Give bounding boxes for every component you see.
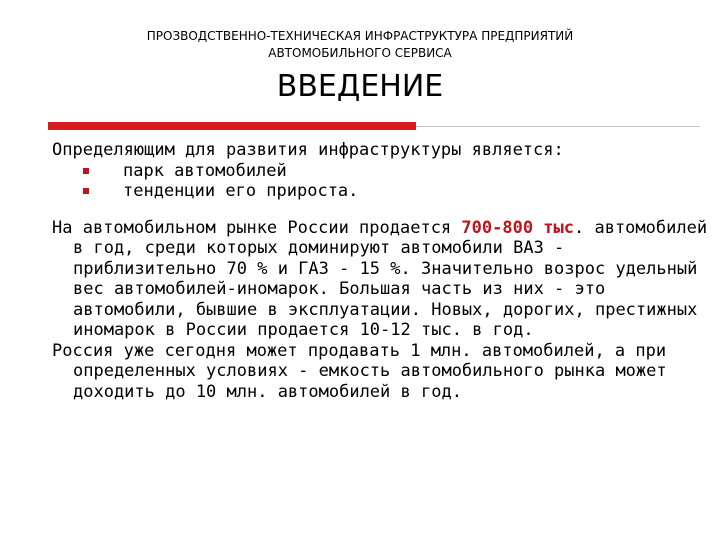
square-bullet-icon <box>83 168 89 174</box>
market-text-suffix: . автомобилей в год, среди которых доминируют автомобили ВАЗ - приблизительно 70 % и ГАЗ - 15 %. Значительно возрос удельный вес автомобилей-иномарок. Большая часть из них - это автомобили, бывшие в эксплуатации. Новых, дорогих, престижных иномарок в России продается 10-12 тыс. в год. <box>73 217 708 340</box>
bullet-text: тенденции его прироста. <box>123 181 359 201</box>
intro-bullet-list <box>52 161 712 202</box>
market-text-prefix: На автомобильном рынке России продается <box>52 217 462 238</box>
header-line-2: АВТОМОБИЛЬНОГО СЕРВИСА <box>268 46 452 60</box>
market-paragraph <box>52 218 712 341</box>
outlook-text: Россия уже сегодня может продавать 1 млн. автомобилей, а при определенных условиях - емкость автомобильного рынка может доходить до 10 млн. автомобилей в год. <box>52 340 667 402</box>
slide-title: ВВЕДЕНИЕ <box>276 69 444 104</box>
title-divider-line <box>416 126 700 127</box>
square-bullet-icon <box>83 188 89 194</box>
list-item <box>73 181 712 202</box>
header-line-1: ПРОЗВОДСТВЕННО-ТЕХНИЧЕСКАЯ ИНФРАСТРУКТУРА ПРЕДПРИЯТИЙ <box>146 29 574 43</box>
bullet-text: парк автомобилей <box>123 160 287 181</box>
outlook-paragraph <box>52 341 712 403</box>
intro-paragraph <box>52 140 712 161</box>
intro-text: Определяющим для развития инфраструктуры является: <box>52 140 564 160</box>
sales-volume-highlight: 700-800 тыс <box>461 217 574 238</box>
list-item <box>73 161 712 182</box>
title-accent-bar <box>48 122 416 130</box>
slide-body <box>52 140 712 402</box>
